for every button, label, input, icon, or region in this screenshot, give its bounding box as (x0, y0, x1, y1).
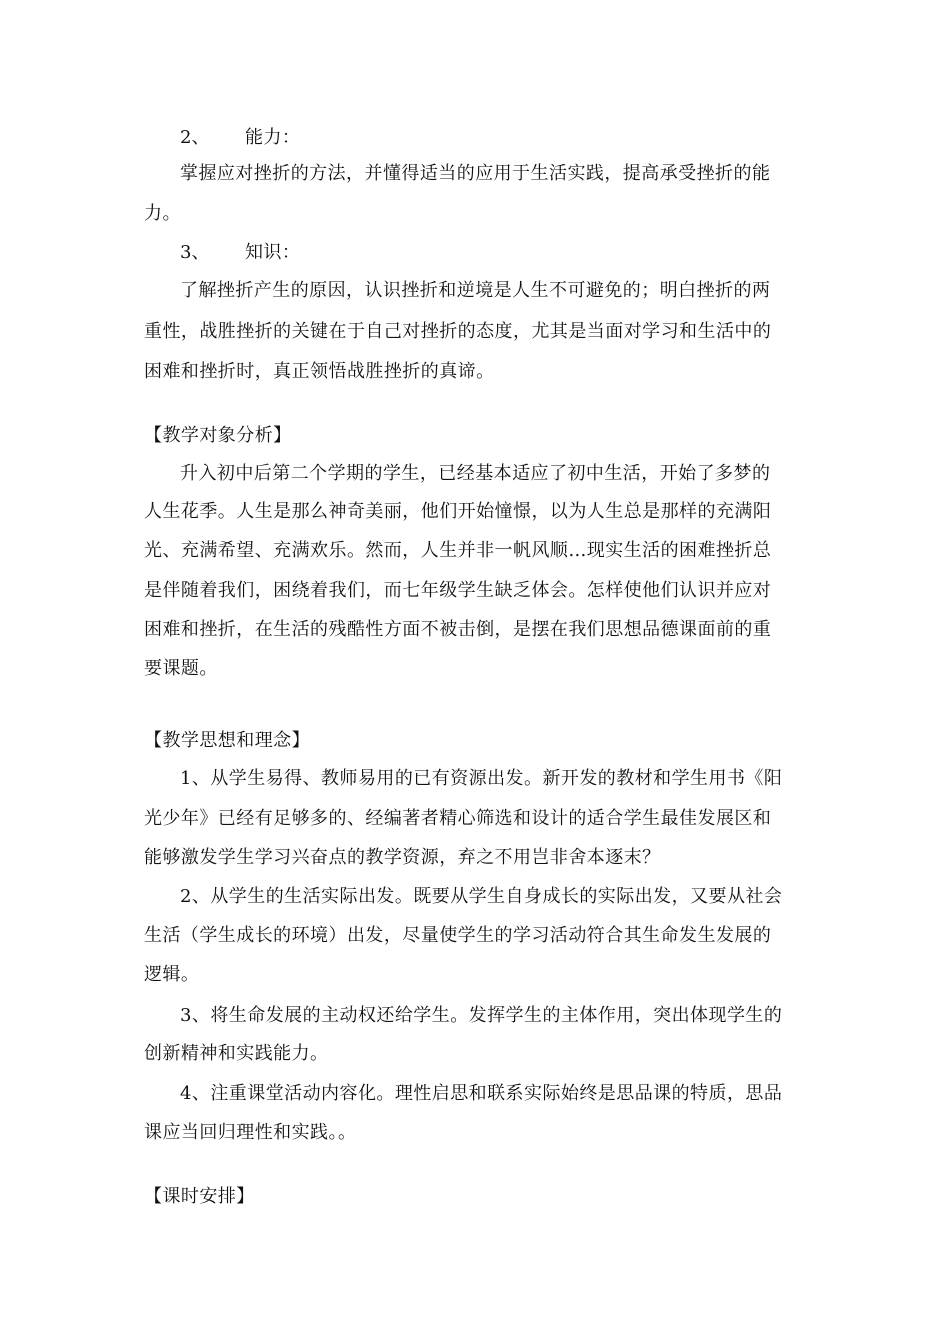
philosophy-p4-line-1: 4、注重课堂活动内容化。理性启思和联系实际始终是思品课的特质，思品 (180, 1083, 783, 1104)
philosophy-p2-line-1: 2、从学生的生活实际出发。既要从学生自身成长的实际出发，又要从社会 (180, 886, 783, 907)
philosophy-p2-line-2: 生活（学生成长的环境）出发，尽量使学生的学习活动符合其生命发生发展的 (144, 925, 772, 946)
student-analysis-line-4: 是伴随着我们，困绕着我们，而七年级学生缺乏体会。怎样使他们认识并应对 (144, 580, 772, 601)
student-analysis-line-3: 光、充满希望、充满欢乐。然而，人生并非一帆风顺…现实生活的困难挫折总 (144, 540, 772, 561)
student-analysis-heading: 【教学对象分析】 (144, 425, 292, 446)
philosophy-p1-line-3: 能够激发学生学习兴奋点的教学资源，弃之不用岂非舍本逐末？ (144, 847, 661, 868)
ability-number: 2、 (180, 127, 210, 148)
knowledge-text-line-3: 困难和挫折时，真正领悟战胜挫折的真谛。 (144, 361, 495, 382)
student-analysis-line-1: 升入初中后第二个学期的学生，已经基本适应了初中生活，开始了多梦的 (180, 463, 771, 484)
knowledge-text-line-1: 了解挫折产生的原因，认识挫折和逆境是人生不可避免的；明白挫折的两 (180, 280, 771, 301)
philosophy-p3-line-2: 创新精神和实践能力。 (144, 1043, 329, 1064)
knowledge-label: 知识： (245, 242, 301, 263)
student-analysis-line-2: 人生花季。人生是那么神奇美丽，他们开始憧憬，以为人生总是那样的充满阳 (144, 501, 772, 522)
ability-text-line-1: 掌握应对挫折的方法，并懂得适当的应用于生活实践，提高承受挫折的能 (180, 163, 771, 184)
philosophy-p4-line-2: 课应当回归理性和实践。。 (144, 1122, 357, 1143)
ability-label: 能力： (245, 127, 301, 148)
philosophy-p2-line-3: 逻辑。 (144, 964, 200, 985)
philosophy-p1-line-2: 光少年》已经有足够多的、经编著者精心筛选和设计的适合学生最佳发展区和 (144, 808, 772, 829)
schedule-heading: 【课时安排】 (144, 1186, 255, 1207)
philosophy-p3-line-1: 3、将生命发展的主动权还给学生。发挥学生的主体作用，突出体现学生的 (180, 1005, 783, 1026)
student-analysis-line-5: 困难和挫折，在生活的残酷性方面不被击倒，是摆在我们思想品德课面前的重 (144, 619, 772, 640)
knowledge-number: 3、 (180, 242, 210, 263)
ability-text-line-2: 力。 (144, 203, 181, 224)
knowledge-text-line-2: 重性，战胜挫折的关键在于自己对挫折的态度，尤其是当面对学习和生活中的 (144, 321, 772, 342)
philosophy-heading: 【教学思想和理念】 (144, 730, 311, 751)
philosophy-p1-line-1: 1、从学生易得、教师易用的已有资源出发。新开发的教材和学生用书《阳 (180, 768, 783, 789)
student-analysis-line-6: 要课题。 (144, 658, 218, 679)
